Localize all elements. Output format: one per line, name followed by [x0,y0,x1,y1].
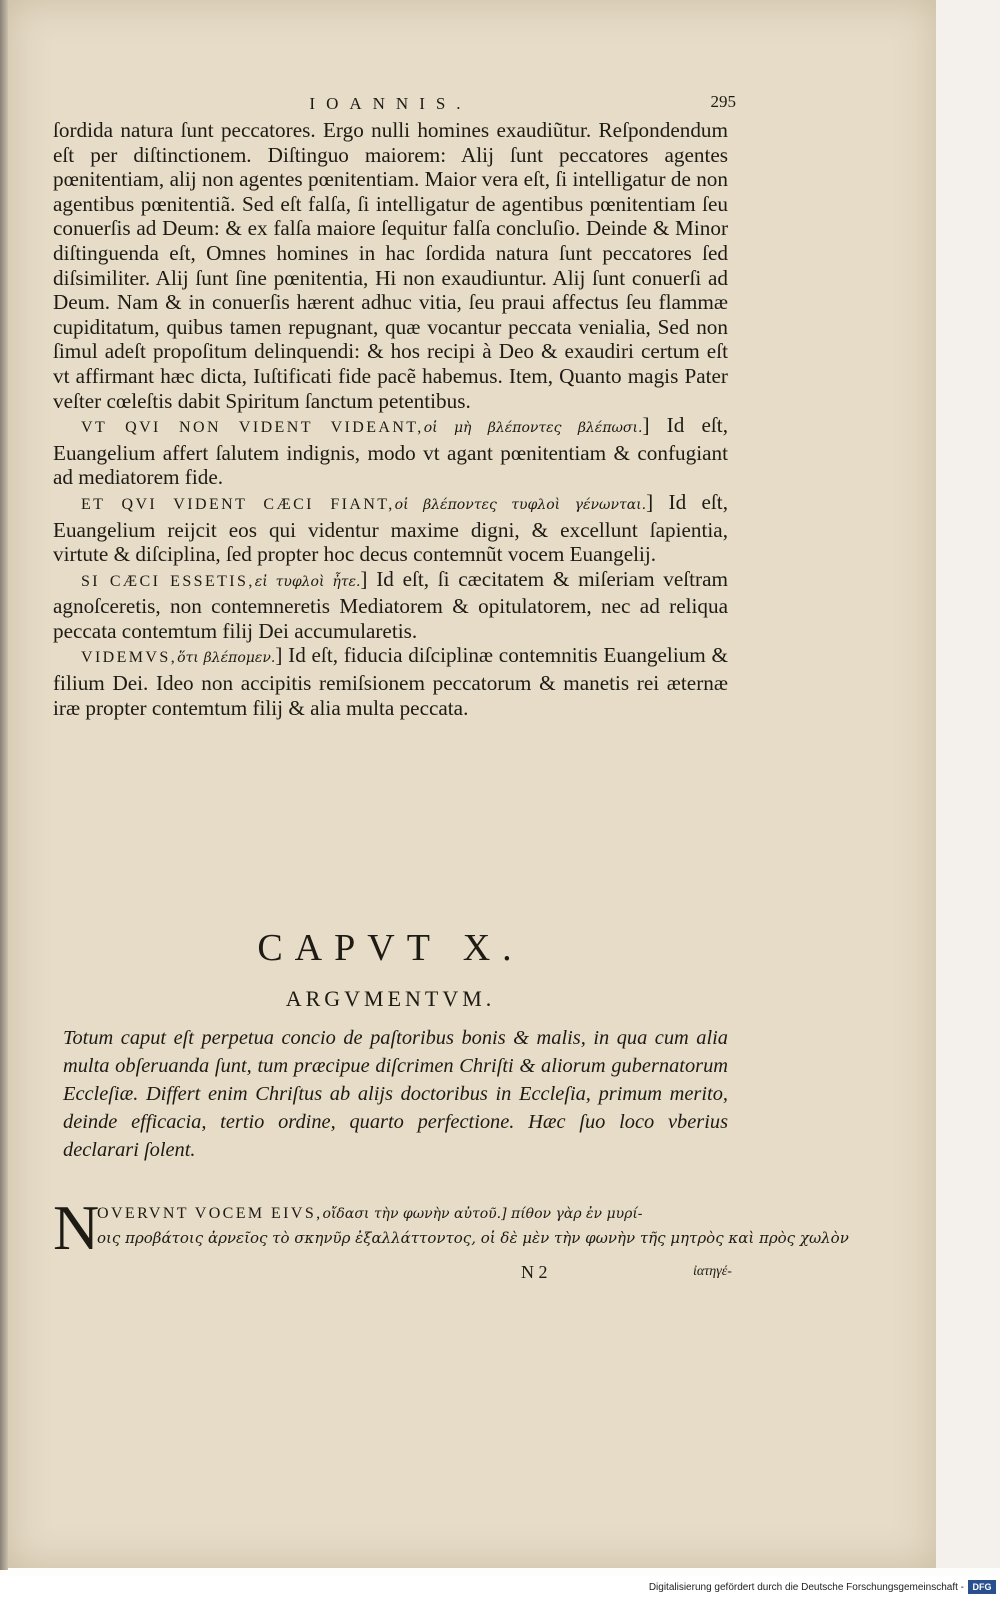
lemma-word: OVERVNT VOCEM EIVS, [97,1205,323,1222]
dfg-logo: DFG [968,1580,996,1594]
viewer-margin [936,0,1000,1568]
footer-bar [0,1576,1000,1600]
body-text [53,118,728,720]
book-edge [0,0,8,1570]
lemma-word: SI CÆCI ESSETIS, [81,572,255,590]
book-page [8,0,936,1568]
commentary-text: ] Id eſt, Euangelium reijcit eos qui videntur maxime digni, & excellunt ſapientia, virtute & diſciplina, ſed propter hoc decus contemnũt vocem Euangelij. [53,489,728,567]
footer-credit: Digitalisierung gefördert durch die Deutsche Forschungsgemeinschaft - [648,1582,964,1593]
greek-gloss: ὅτι βλέπομεν. [177,650,276,667]
lemma-paragraph [53,490,728,567]
catchword: ἰατηγέ- [693,1264,732,1279]
argument-heading: ARGVMENTVM. [285,986,496,1011]
lemma-paragraph [53,643,728,720]
argument-text: Totum caput eſt perpetua concio de paſtoribus bonis & malis, in qua cum alia multa obſeruanda ſunt, tum præcipue diſcrimen Chriſti & aliorum gubernatorum Eccleſiæ. Differt enim Chriſtus ab alijs doctoribus in Eccleſia, primum merito, deinde efficacia, tertio ordine, quarto perfectione. Hæc ſuo loco vberius declarari ſolent. [63,1027,728,1161]
page-number: 295 [710,92,736,111]
lemma-word: VIDEMVS, [81,649,178,667]
commentary-text: ] Id eſt, ſi cæcitatem & miſeriam veſtram agnoſceretis, non contemneretis Mediatorem & opitulatorem, nec ad reliqua peccata contemtum filij Dei accumularetis. [53,566,728,643]
verse-line: οις προβάτοις ἀρνεῖος τὸ σκηνῦρ ἐξαλλάττοντος, οἱ δὲ μὲν τὴν φωνὴν τῆς μητρὸς καὶ πρὸς χωλὸν [97,1229,849,1247]
lemma-word: VT QVI NON VIDENT VIDEANT, [81,419,424,437]
running-title: IOANNIS. [309,94,472,113]
greek-gloss: οἱ μὴ βλέποντες βλέπωσι. [423,420,643,437]
commentary-text: ] Id eſt, fiducia diſciplinæ contemnitis Euangelium & filium Dei. Ideo non accipitis remiſsionem peccatorum & manetis rei æternæ iræ propter contemtum filij & alia multa peccata. [53,643,728,720]
chapter-heading: CAPVT X. [257,927,524,969]
running-head [53,92,736,118]
greek-gloss: εἰ τυφλοὶ ἦτε. [254,573,361,590]
verse-line [97,1202,729,1226]
lemma-word: ET QVI VIDENT CÆCI FIANT, [81,495,395,513]
paragraph-continuation: ſordida natura ſunt peccatores. Ergo nulli homines exaudiũtur. Reſpondendum eſt per diſtinctionem. Diſtinguo maiorem: Alij ſunt peccatores agentes pœnitentiam, alij non agentes pœnitentiam. Maior vera eſt, ſi intelligatur de non agentibus pœnitentiã. Sed eſt falſa, ſi intelligatur de agentibus pœnitentiam ſeu conuerſis ad Deum: & ex falſa maiore ſequitur falſa concluſio. Deinde & Minor diſtinguenda eſt, Omnes homines in hac ſordida natura ſunt peccatores ſed diſsimiliter. Alij ſunt ſine pœnitentia, Hi non exaudiuntur. Alij ſunt conuerſi ad Deum. Nam & in conuerſis hærent adhuc vitia, ſeu praui affectus ſeu flammæ cupiditatum, quibus tamen repugnant, quæ vocantur peccata venialia, Sed non ſimul adeſt propoſitum delinquendi: & hos recipi à Deo & exaudiri certum eſt vt affirmant hæc dicta, Iuſtificati fide pacẽ habemus. Item, Quanto magis Pater veſter cœleſtis dabit Spiritum ſanctum petentibus. [53,118,728,413]
greek-gloss: οἱ βλέποντες τυφλοὶ γένωνται. [394,496,647,513]
drop-cap-initial: N [53,1192,100,1263]
lemma-paragraph [53,567,728,644]
lemma-paragraph [53,413,728,490]
commentary-text: ] Id eſt, Euangelium affert ſalutem indignis, modo vt agant pœnitentiam & confugiant ad mediatorem fide. [53,413,728,490]
signature-mark: N 2 [521,1262,548,1282]
greek-gloss: οἴδασι τὴν φωνὴν αὐτοῦ.] πίθον γὰρ ἐν μυρί- [322,1206,643,1222]
